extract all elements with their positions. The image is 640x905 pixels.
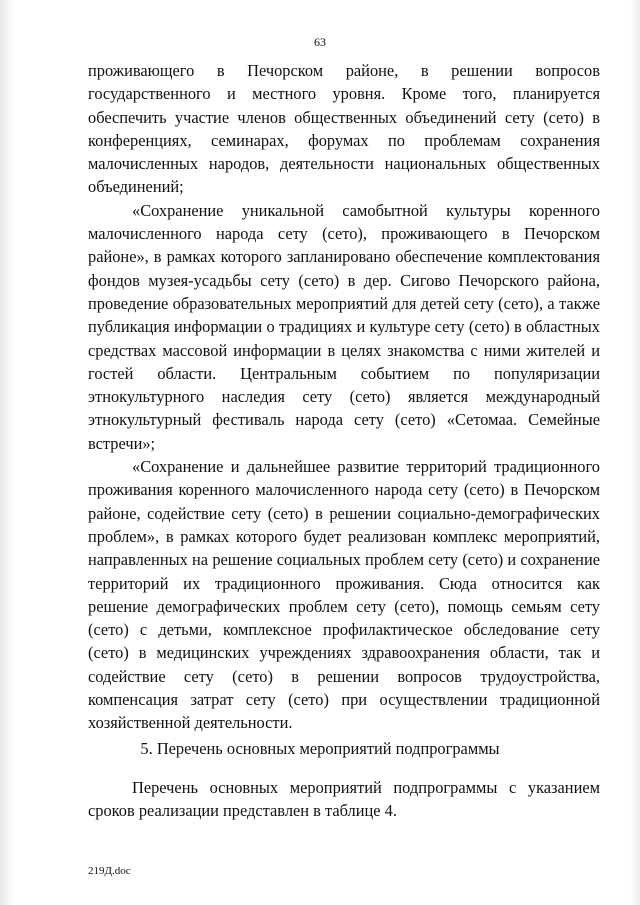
section-heading: 5. Перечень основных мероприятий подпрограммы [140,739,500,758]
paragraph-continuation: проживающего в Печорском районе, в решении вопросов государственного и местного уровня. Кроме того, планируется обеспечить участие членов общественных объединений сету (сето) в конференциях, семинарах, форумах по проблемам сохранения малочисленных народов, деятельности национальных общественных объединений; [88,61,600,197]
scan-right-edge [630,0,640,905]
paragraph-table-reference: Перечень основных мероприятий подпрограммы с указанием сроков реализации представлен в таблице 4. [88,778,600,821]
document-body [88,59,600,735]
scan-left-edge [0,0,14,905]
footer-filename: 219Д.doc [88,865,131,877]
paragraph-territory-development: «Сохранение и дальнейшее развитие территорий традиционного проживания коренного малочисленного народа сету (сето) в Печорском районе, содействие сету (сето) в решении социально-демографических проблем», в рамках которого будет реализован комплекс мероприятий, направленных на решение социальных проблем сету (сето) и сохранение территорий их традиционного проживания. Сюда относится как решение демографических проблем сету (сето), помощь семьям сету (сето) с детьми, комплексное профилактическое обследование сету (сето) в медицинских учреждениях здравоохранения области, так и содействие сету (сето) в решении вопросов трудоустройства, компенсация затрат сету (сето) при осуществлении традиционной хозяйственной деятельности. [88,457,600,733]
paragraph-culture-preservation: «Сохранение уникальной самобытной культуры коренного малочисленного народа сету (сето), проживающего в Печорском районе», в рамках которого запланировано обеспечение комплектования фондов музея-усадьбы сету (сето) в дер. Сигово Печорского района, проведение образовательных мероприятий для детей сету (сето), а также публикация информации о традициях и культуре сету (сето) в областных средствах массовой информации в целях знакомства с ними жителей и гостей области. Центральным событием по популяризации этнокультурного наследия сету (сето) является международный этнокультурный фестиваль народа сету (сето) «Сетомаа. Семейные встречи»; [88,200,600,453]
page-number: 63 [314,35,326,49]
